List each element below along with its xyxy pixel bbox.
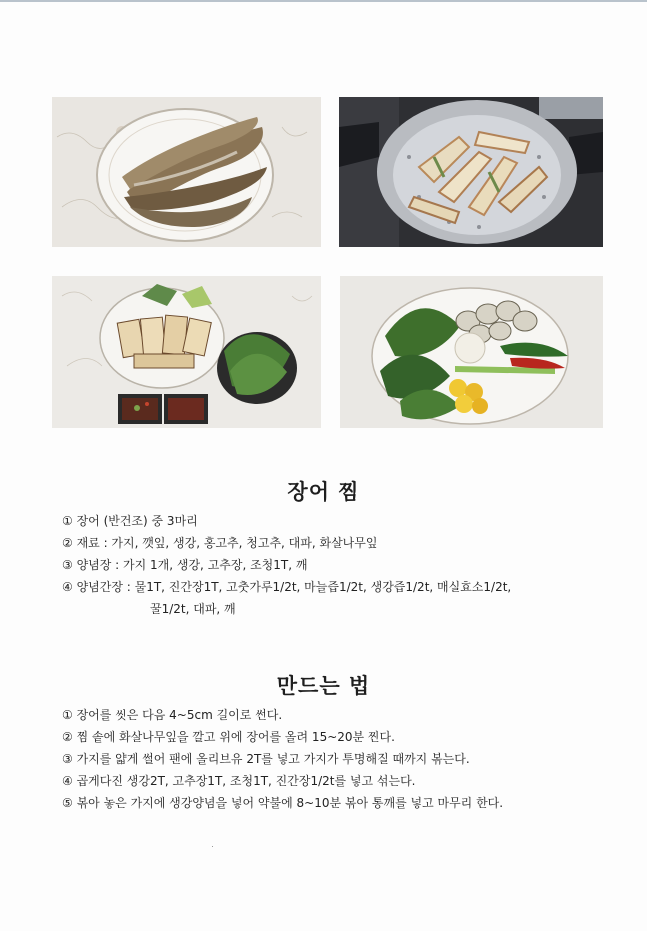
scan-speck <box>212 846 213 847</box>
ingredient-item-continued: 꿀1/2t, 대파, 깨 <box>150 602 236 616</box>
method-step: ⑤ 볶아 놓은 가지에 생강양념을 넣어 약불에 8~10분 볶아 통깨를 넣고 마무리 한다. <box>62 796 504 810</box>
photo-steamer <box>339 97 603 247</box>
method-step: ③ 가지를 얇게 썰어 팬에 올리브유 2T를 넣고 가지가 투명해질 때까지 볶는다. <box>62 752 470 766</box>
method-step: ④ 곱게다진 생강2T, 고추장1T, 조청1T, 진간장1/2t를 넣고 섞는다. <box>62 774 416 788</box>
method-steps <box>62 705 622 815</box>
method-title: 만드는 법 <box>276 674 371 698</box>
ingredient-item: ④ 양념간장 : 물1T, 진간장1T, 고춧가루1/2t, 마늘즙1/2t, 생강즙1/2t, 매실효소1/2t, <box>62 580 512 594</box>
photo-eel-dish <box>52 276 321 428</box>
ingredient-item: ② 재료 : 가지, 깻잎, 생강, 홍고추, 청고추, 대파, 화살나무잎 <box>62 536 378 550</box>
method-step: ① 장어를 씻은 다음 4~5cm 길이로 썬다. <box>62 708 283 722</box>
recipe-title: 장어 찜 <box>287 480 360 504</box>
top-border <box>0 0 647 2</box>
ingredient-item: ③ 양념장 : 가지 1개, 생강, 고추장, 조청1T, 깨 <box>62 558 308 572</box>
ingredient-list <box>62 511 622 621</box>
ingredient-item: ① 장어 (반건조) 중 3마리 <box>62 514 198 528</box>
photo-dried-eel <box>52 97 321 247</box>
method-step: ② 찜 솥에 화살나무잎을 깔고 위에 장어를 올려 15~20분 찐다. <box>62 730 395 744</box>
photo-vegetables <box>340 276 603 428</box>
